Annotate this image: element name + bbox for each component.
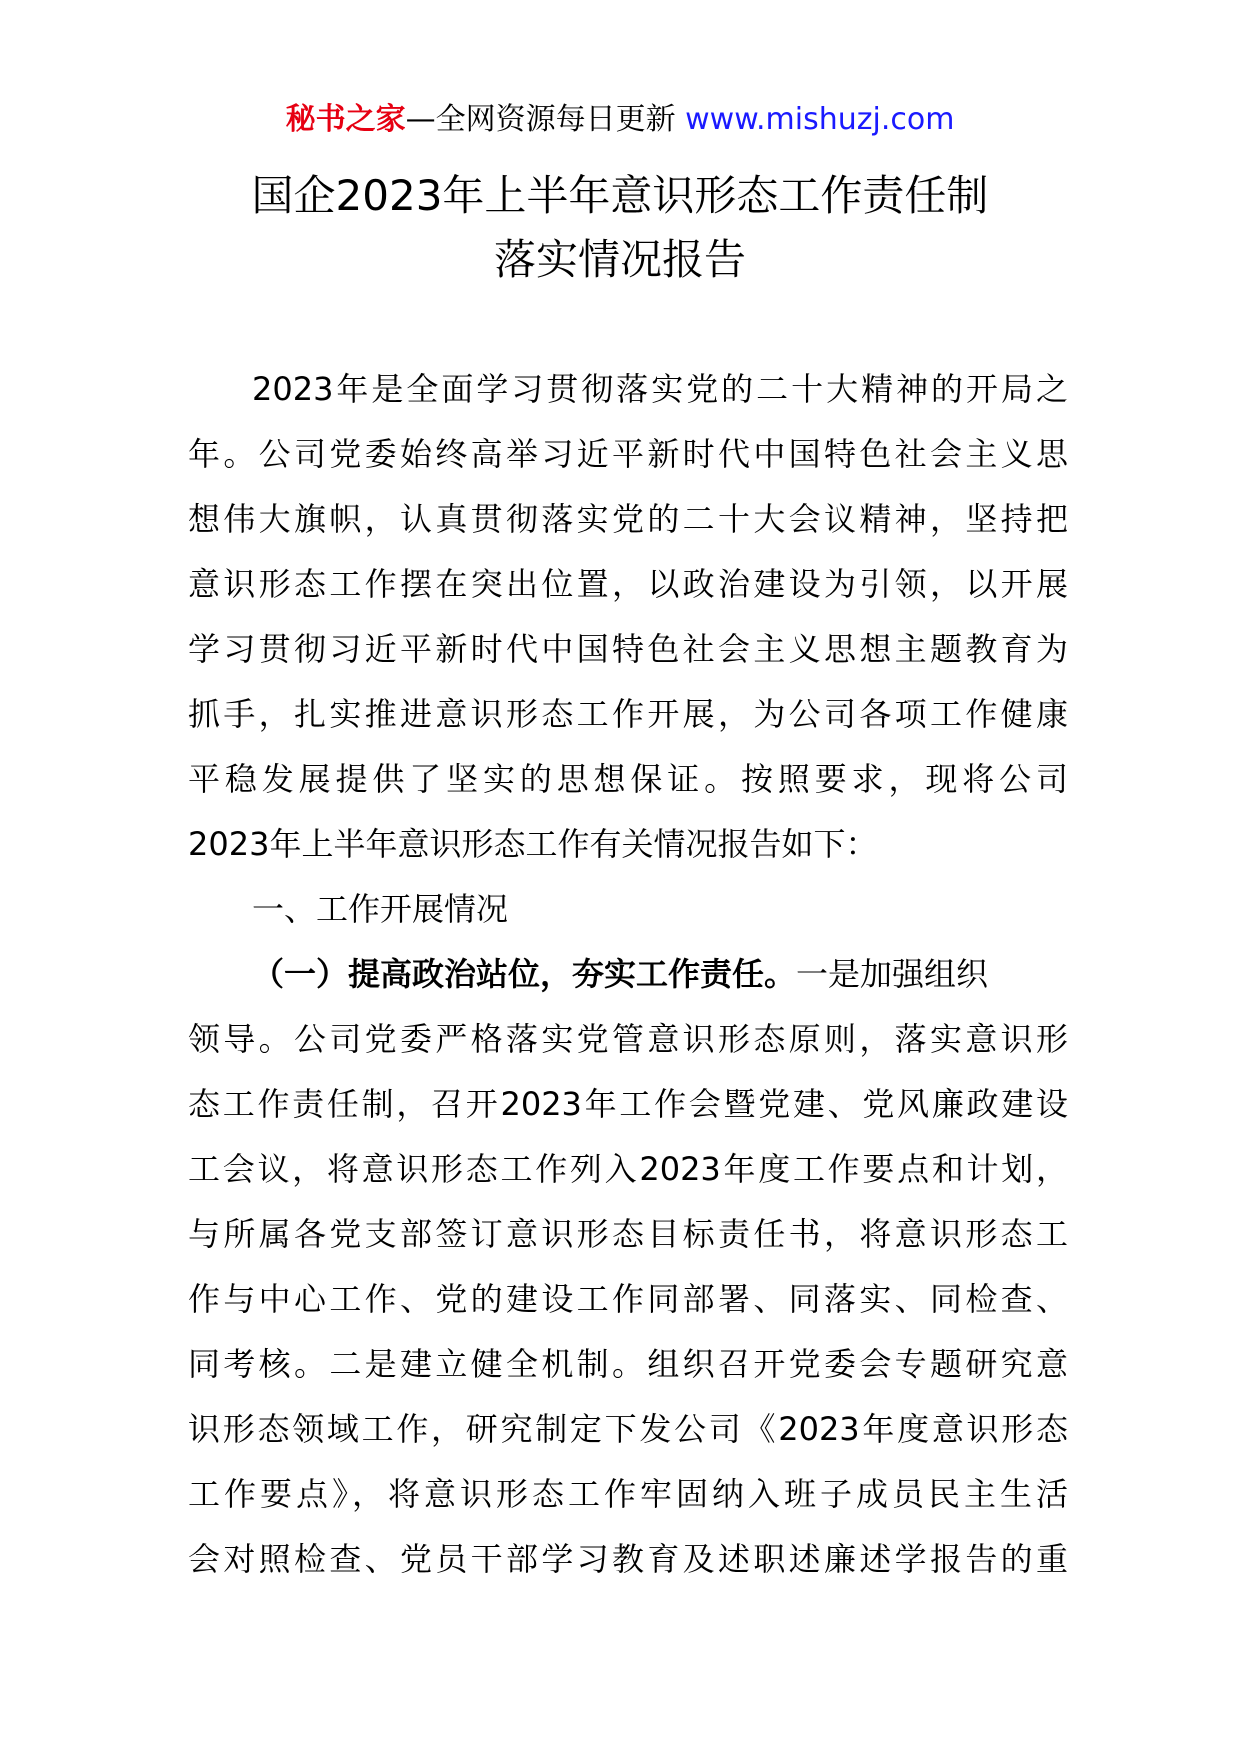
- paragraph-line: 意识形态工作摆在突出位置，以政治建设为引领，以开展: [188, 565, 1068, 603]
- brand-slogan: —全网资源每日更新: [405, 102, 676, 137]
- paragraph-line: 年。公司党委始终高举习近平新时代中国特色社会主义思: [188, 435, 1068, 473]
- paragraph-line: 平稳发展提供了坚实的思想保证。按照要求，现将公司: [188, 760, 1068, 798]
- paragraph-line: 想伟大旗帜，认真贯彻落实党的二十大会议精神，坚持把: [188, 500, 1068, 538]
- paragraph-line: 2023年是全面学习贯彻落实党的二十大精神的开局之: [252, 370, 1068, 408]
- brand-name: 秘书之家: [285, 102, 406, 137]
- document-title-line-1: 国企2023年上半年意识形态工作责任制: [251, 171, 989, 220]
- section-heading: 一、工作开展情况: [252, 890, 509, 928]
- watermark-header: [0, 100, 1240, 140]
- paragraph-line: 领导。公司党委严格落实党管意识形态原则，落实意识形: [188, 1020, 1068, 1058]
- document-body: [188, 357, 1068, 1592]
- paragraph-line: 作与中心工作、党的建设工作同部署、同落实、同检查、: [188, 1280, 1068, 1318]
- paragraph-line: 同考核。二是建立健全机制。组织召开党委会专题研究意: [188, 1345, 1068, 1383]
- paragraph-line: 识形态领域工作，研究制定下发公司《2023年度意识形态: [188, 1410, 1068, 1448]
- paragraph-line: 态工作责任制，召开2023年工作会暨党建、党风廉政建设: [188, 1085, 1068, 1123]
- paragraph-line: 与所属各党支部签订意识形态目标责任书，将意识形态工: [188, 1215, 1068, 1253]
- subsection-lead: 一是加强组织: [796, 955, 989, 993]
- paragraph-line: 2023年上半年意识形态工作有关情况报告如下：: [188, 825, 878, 863]
- document-title-line-2: 落实情况报告: [493, 235, 746, 284]
- subsection-line: [188, 942, 1068, 1007]
- brand-url[interactable]: www.mishuzj.com: [685, 102, 955, 137]
- paragraph-line: 会对照检查、党员干部学习教育及述职述廉述学报告的重: [188, 1540, 1068, 1578]
- paragraph-line: 学习贯彻习近平新时代中国特色社会主义思想主题教育为: [188, 630, 1068, 668]
- paragraph-line: 工作要点》，将意识形态工作牢固纳入班子成员民主生活: [188, 1475, 1068, 1513]
- paragraph-line: 工会议，将意识形态工作列入2023年度工作要点和计划，: [188, 1150, 1068, 1188]
- subsection-heading: （一）提高政治站位，夯实工作责任。: [252, 955, 797, 993]
- paragraph-line: 抓手，扎实推进意识形态工作开展，为公司各项工作健康: [188, 695, 1068, 733]
